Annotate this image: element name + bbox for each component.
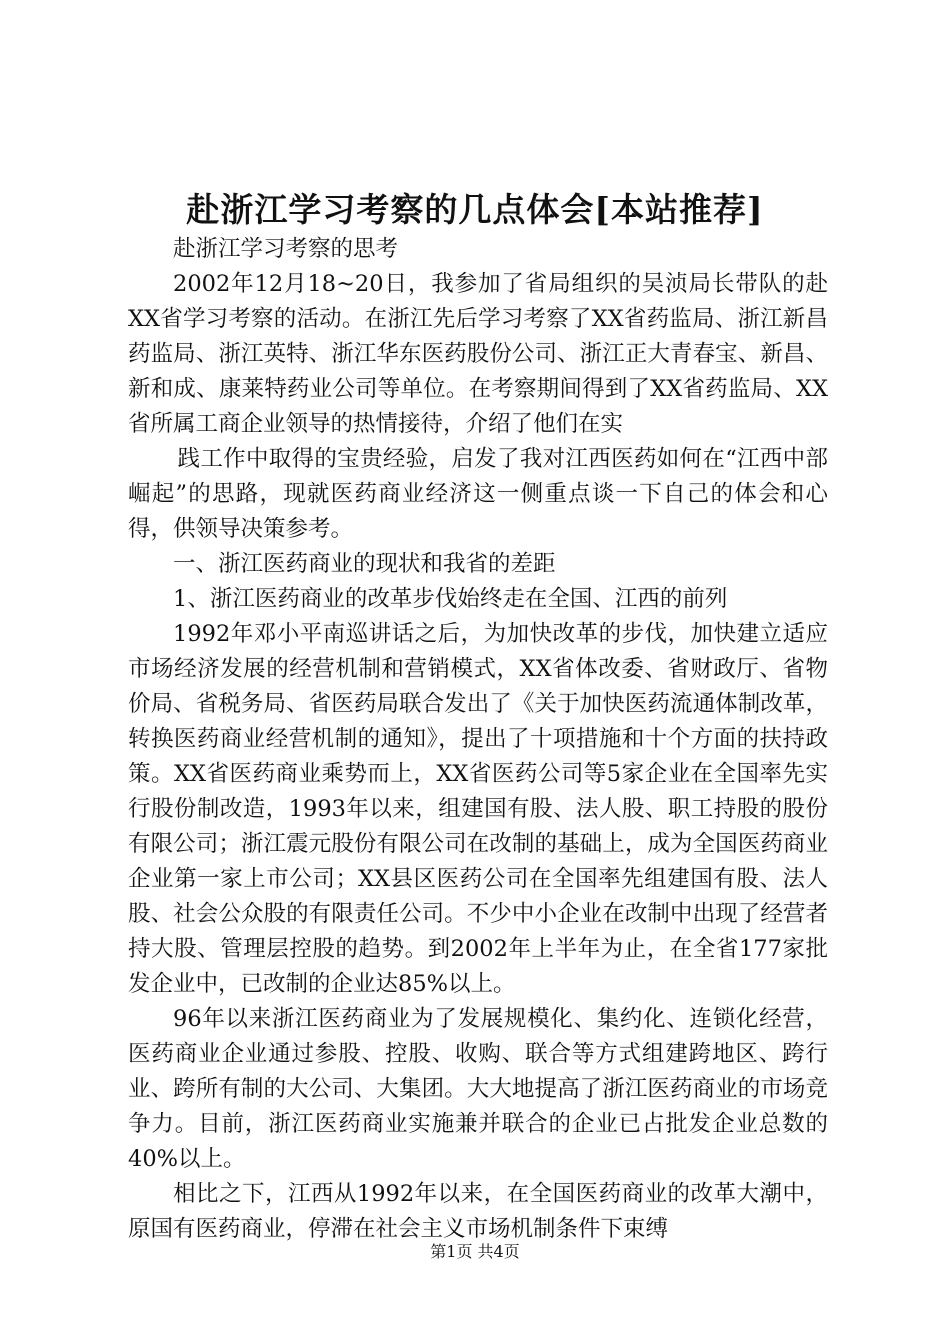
- page-number: 第1页 共4页: [430, 1242, 520, 1261]
- paragraph-subtitle: 赴浙江学习考察的思考: [173, 236, 399, 262]
- document-body: [128, 232, 828, 1247]
- paragraph: 2002年12月18~20日，我参加了省局组织的吴浈局长带队的赴XX省学习考察的活动。在浙江先后学习考察了XX省药监局、浙江新昌药监局、浙江英特、浙江华东医药股份公司、浙江正大青春宝、新昌、新和成、康莱特药业公司等单位。在考察期间得到了XX省药监局、XX省所属工商企业领导的热情接待，介绍了他们在实: [128, 271, 828, 437]
- paragraph: 1992年邓小平南巡讲话之后，为加快改革的步伐，加快建立适应市场经济发展的经营机制和营销模式，XX省体改委、省财政厅、省物价局、省税务局、省医药局联合发出了《关于加快医药流通体制改革，转换医药商业经营机制的通知》，提出了十项措施和十个方面的扶持政策。XX省医药商业乘势而上，XX省医药公司等5家企业在全国率先实行股份制改造，1993年以来，组建国有股、法人股、职工持股的股份有限公司；浙江震元股份有限公司在改制的基础上，成为全国医药商业企业第一家上市公司；XX县区医药公司在全国率先组建国有股、法人股、社会公众股的有限责任公司。不少中小企业在改制中出现了经营者持大股、管理层控股的趋势。到2002年上半年为止，在全省177家批发企业中，已改制的企业达85%以上。: [128, 621, 828, 997]
- paragraph: 96年以来浙江医药商业为了发展规模化、集约化、连锁化经营，医药商业企业通过参股、控股、收购、联合等方式组建跨地区、跨行业、跨所有制的大公司、大集团。大大地提高了浙江医药商业的市场竞争力。目前，浙江医药商业实施兼并联合的企业已占批发企业总数的40%以上。: [128, 1006, 828, 1172]
- subsection-heading: 1、浙江医药商业的改革步伐始终走在全国、江西的前列: [173, 586, 728, 612]
- section-heading: 一、浙江医药商业的现状和我省的差距: [173, 551, 556, 577]
- document-title: 赴浙江学习考察的几点体会[本站推荐]: [186, 190, 764, 229]
- paragraph: 相比之下，江西从1992年以来，在全国医药商业的改革大潮中，原国有医药商业，停滞在社会主义市场机制条件下束缚: [128, 1181, 828, 1242]
- paragraph: 践工作中取得的宝贵经验，启发了我对江西医药如何在“江西中部崛起”的思路，现就医药商业经济这一侧重点谈一下自己的体会和心得，供领导决策参考。: [128, 446, 828, 542]
